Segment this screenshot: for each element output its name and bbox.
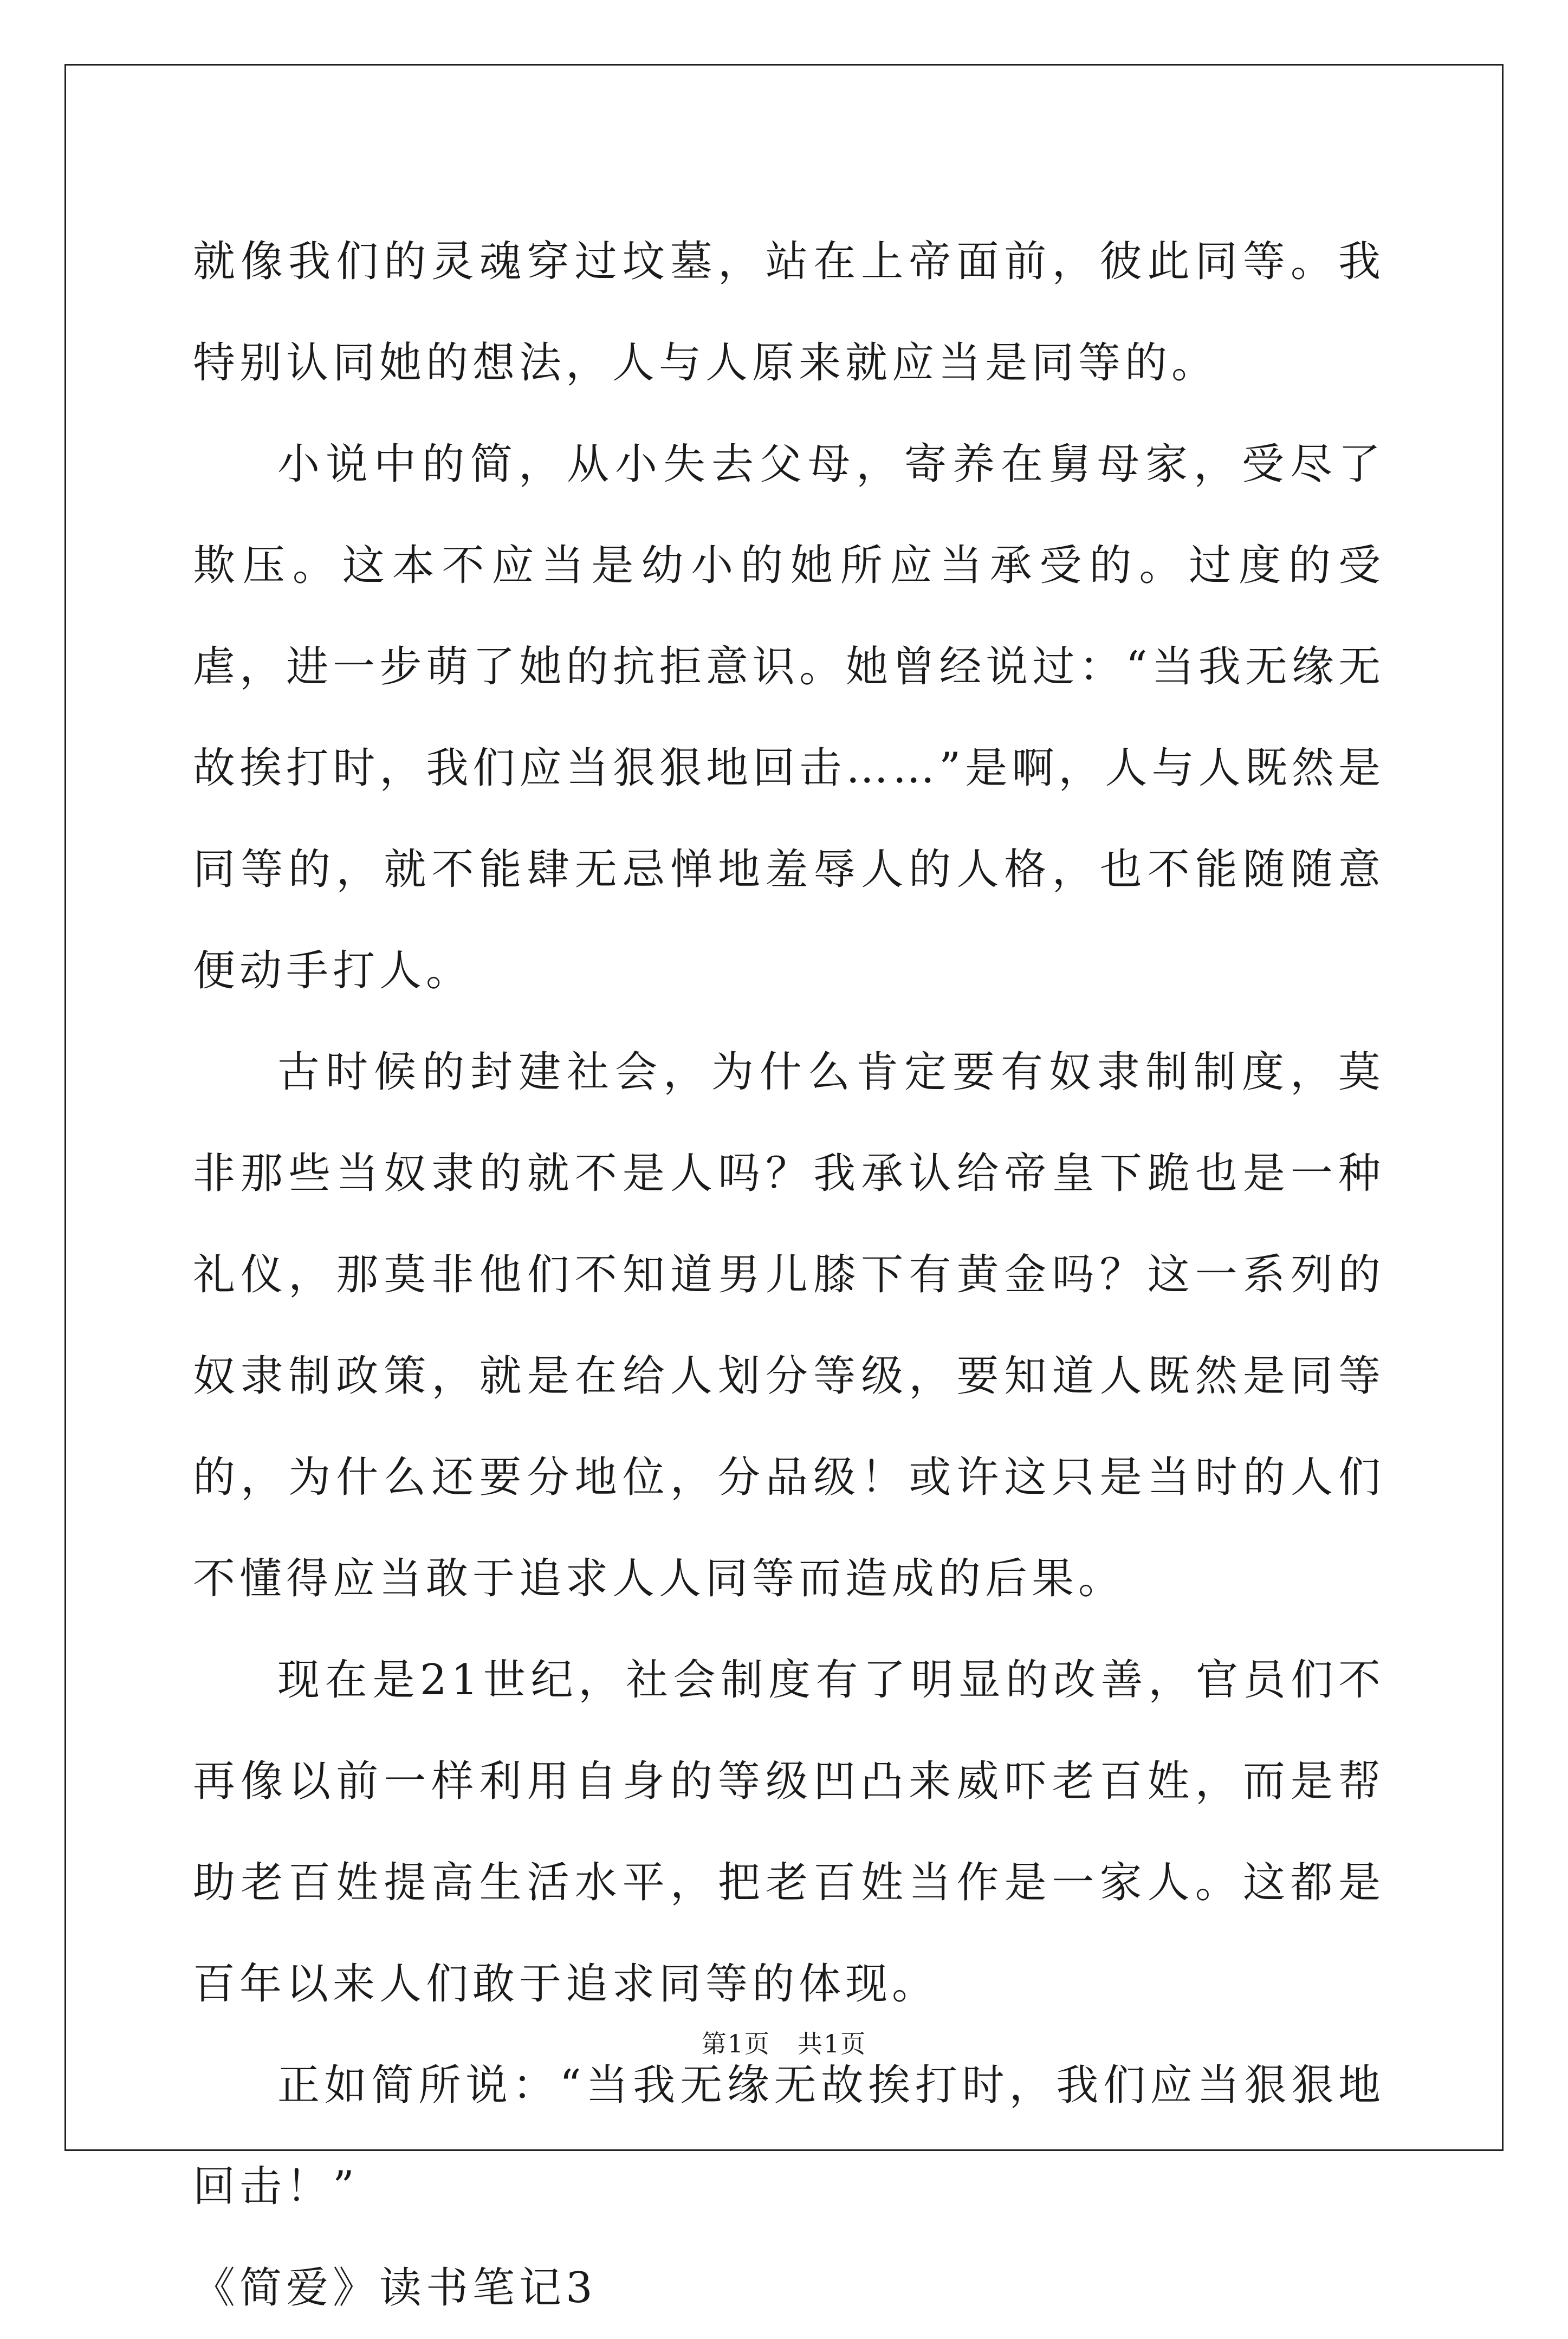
- paragraph: 现在是21世纪，社会制度有了明显的改善，官员们不再像以前一样利用自身的等级凹凸来威吓老百姓，而是帮助老百姓提高生活水平，把老百姓当作是一家人。这都是百年以来人们敢于追求同等的体现。: [193, 1656, 1385, 2008]
- paragraph-continuation: 就像我们的灵魂穿过坟墓，站在上帝面前，彼此同等。我特别认同她的想法，人与人原来就应当是同等的。: [193, 237, 1385, 387]
- paragraph: 正如简所说：“当我无缘无故挨打时，我们应当狠狠地回击！”: [193, 2061, 1385, 2211]
- page-total: 共1页: [797, 2029, 867, 2058]
- paragraph: 古时候的封建社会，为什么肯定要有奴隶制制度，莫非那些当奴隶的就不是人吗？我承认给帝皇下跪也是一种礼仪，那莫非他们不知道男儿膝下有黄金吗？这一系列的奴隶制政策，就是在给人划分等级，要知道人既然是同等的，为什么还要分地位，分品级！或许这只是当时的人们不懂得应当敢于追求人人同等而造成的后果。: [193, 1048, 1385, 1603]
- page-footer: [0, 2027, 1568, 2060]
- document-body: [193, 211, 1385, 2339]
- page-number: 第1页: [701, 2029, 771, 2058]
- section-title: 《简爱》读书笔记3: [193, 2264, 597, 2312]
- paragraph: 小说中的简，从小失去父母，寄养在舅母家，受尽了欺压。这本不应当是幼小的她所应当承受的。过度的受虐，进一步萌了她的抗拒意识。她曾经说过：“当我无缘无故挨打时，我们应当狠狠地回击……”是啊，人与人既然是同等的，就不能肆无忌惮地羞辱人的人格，也不能随随意便动手打人。: [193, 440, 1385, 995]
